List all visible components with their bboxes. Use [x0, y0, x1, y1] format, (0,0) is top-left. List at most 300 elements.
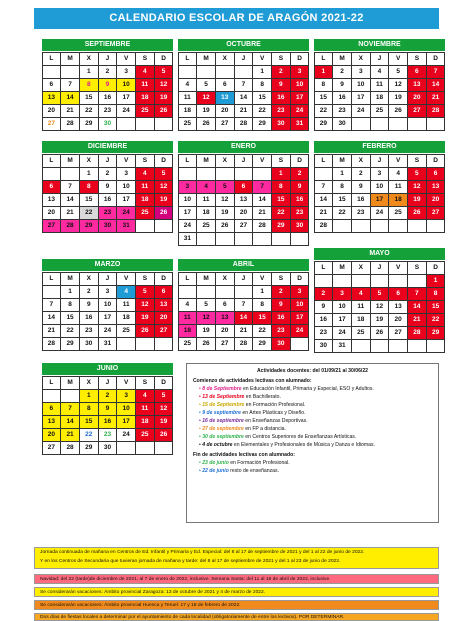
day-cell: 1: [252, 65, 272, 79]
day-cell: 31: [116, 219, 136, 233]
weekday-header: V: [388, 154, 408, 168]
day-cell: 7: [252, 180, 272, 194]
empty-cell: [116, 337, 136, 351]
day-cell: 11: [135, 78, 155, 92]
month-febrero: [314, 141, 445, 232]
empty-cell: [234, 232, 254, 246]
day-cell: 19: [215, 206, 235, 220]
day-cell: 8: [79, 78, 99, 92]
day-cell: 2: [314, 287, 334, 301]
info-date: 30 de septiembre: [202, 434, 244, 440]
day-cell: 9: [351, 180, 371, 194]
day-cell: 29: [60, 337, 80, 351]
day-cell: 26: [215, 219, 235, 233]
day-cell: 17: [370, 193, 390, 207]
weekday-header: M: [60, 154, 80, 168]
day-cell: 15: [79, 193, 99, 207]
day-cell: 27: [215, 117, 235, 131]
day-cell: 2: [351, 167, 371, 181]
day-cell: 16: [271, 311, 291, 325]
day-cell: 28: [234, 117, 254, 131]
day-cell: 4: [135, 167, 155, 181]
weekday-header: J: [234, 154, 254, 168]
day-cell: 27: [42, 117, 62, 131]
month-grid: [42, 52, 173, 130]
day-cell: 29: [252, 337, 272, 351]
weekday-header: S: [271, 52, 291, 66]
day-cell: 2: [98, 389, 118, 403]
day-cell: 1: [79, 65, 99, 79]
day-cell: 8: [271, 180, 291, 194]
day-cell: 1: [60, 285, 80, 299]
day-cell: 15: [252, 311, 272, 325]
empty-cell: [60, 167, 80, 181]
empty-cell: [370, 274, 390, 288]
day-cell: 6: [426, 167, 446, 181]
day-cell: 18: [135, 415, 155, 429]
weekday-header: J: [98, 376, 118, 390]
day-cell: 6: [42, 78, 62, 92]
month-header: MARZO: [42, 259, 173, 271]
empty-cell: [388, 339, 408, 353]
empty-cell: [332, 274, 352, 288]
day-cell: 15: [60, 311, 80, 325]
empty-cell: [42, 285, 62, 299]
info-text: en Elementales y Profesionales de Música y Danza e Idiomas.: [232, 442, 375, 448]
empty-cell: [135, 337, 155, 351]
info-date: 27 de septiembre: [202, 426, 244, 432]
weekday-header: L: [314, 52, 334, 66]
day-cell: 16: [98, 91, 118, 105]
day-cell: 24: [116, 206, 136, 220]
empty-cell: [178, 65, 198, 79]
info-item: [193, 401, 432, 409]
empty-cell: [290, 232, 310, 246]
fiestas-locales-note: Dos días de fiestas locales a determinar por el ayuntamiento de cada localidad (obligatoriamente de entre los lectivos). POR DETERMINAR.: [34, 613, 439, 621]
month-grid: [42, 376, 173, 454]
day-cell: 7: [60, 78, 80, 92]
day-cell: 27: [42, 441, 62, 455]
day-cell: 6: [388, 287, 408, 301]
day-cell: 29: [271, 219, 291, 233]
day-cell: 22: [252, 104, 272, 118]
day-cell: 22: [314, 104, 334, 118]
day-cell: 12: [215, 193, 235, 207]
day-cell: 16: [332, 91, 352, 105]
day-cell: 20: [388, 313, 408, 327]
weekday-header: M: [196, 52, 216, 66]
weekday-header: J: [370, 52, 390, 66]
day-cell: 18: [178, 104, 198, 118]
weekday-header: L: [178, 154, 198, 168]
empty-cell: [351, 339, 371, 353]
empty-cell: [116, 117, 136, 131]
day-cell: 23: [98, 206, 118, 220]
weekday-header: X: [351, 52, 371, 66]
day-cell: 22: [60, 324, 80, 338]
weekday-header: X: [215, 154, 235, 168]
weekday-header: M: [332, 52, 352, 66]
day-cell: 22: [332, 206, 352, 220]
day-cell: 3: [116, 389, 136, 403]
day-cell: 20: [407, 91, 427, 105]
day-cell: 25: [388, 206, 408, 220]
month-header: OCTUBRE: [178, 39, 309, 51]
bullet-icon: •: [199, 394, 203, 400]
day-cell: 24: [332, 326, 352, 340]
day-cell: 10: [351, 78, 371, 92]
navidad-note: Navidad: del 22 (tarde)de diciembre de 2021, al 7 de enero de 2022, inclusive. Semana Santa: del 11 al 18 de abril de 2022, inclusive.: [34, 574, 439, 584]
day-cell: 3: [370, 167, 390, 181]
empty-cell: [215, 65, 235, 79]
weekday-header: M: [196, 272, 216, 286]
day-cell: 10: [290, 298, 310, 312]
weekday-header: D: [154, 376, 174, 390]
month-junio: [42, 363, 173, 454]
day-cell: 19: [407, 193, 427, 207]
day-cell: 21: [42, 324, 62, 338]
day-cell: 14: [314, 193, 334, 207]
day-cell: 7: [234, 298, 254, 312]
day-cell: 28: [314, 219, 334, 233]
weekday-header: S: [135, 272, 155, 286]
day-cell: 2: [271, 285, 291, 299]
day-cell: 28: [42, 337, 62, 351]
info-text: en Centros Superiores de Enseñanzas Artísticas.: [243, 434, 357, 440]
day-cell: 19: [135, 311, 155, 325]
day-cell: 8: [314, 78, 334, 92]
day-cell: 26: [135, 324, 155, 338]
day-cell: 28: [60, 441, 80, 455]
day-cell: 8: [252, 298, 272, 312]
weekday-header: J: [98, 154, 118, 168]
empty-cell: [154, 219, 174, 233]
weekday-header: V: [116, 376, 136, 390]
weekday-header: M: [196, 154, 216, 168]
day-cell: 27: [426, 206, 446, 220]
day-cell: 18: [116, 311, 136, 325]
day-cell: 27: [234, 219, 254, 233]
day-cell: 24: [290, 324, 310, 338]
day-cell: 16: [351, 193, 371, 207]
day-cell: 2: [98, 65, 118, 79]
empty-cell: [407, 219, 427, 233]
bullet-icon: •: [199, 460, 203, 466]
day-cell: 18: [370, 91, 390, 105]
day-cell: 22: [426, 313, 446, 327]
empty-cell: [370, 339, 390, 353]
day-cell: 8: [332, 180, 352, 194]
day-cell: 11: [116, 298, 136, 312]
day-cell: 4: [116, 285, 136, 299]
day-cell: 18: [135, 193, 155, 207]
day-cell: 22: [252, 324, 272, 338]
start-heading: Comienzo de actividades lectivas con alumnado:: [193, 378, 312, 384]
day-cell: 30: [79, 337, 99, 351]
day-cell: 21: [407, 313, 427, 327]
day-cell: 26: [196, 117, 216, 131]
day-cell: 26: [407, 206, 427, 220]
day-cell: 8: [79, 402, 99, 416]
day-cell: 14: [252, 193, 272, 207]
weekday-header: S: [407, 154, 427, 168]
day-cell: 7: [234, 78, 254, 92]
month-enero: [178, 141, 309, 245]
weekday-header: S: [135, 154, 155, 168]
day-cell: 6: [407, 65, 427, 79]
weekday-header: M: [332, 154, 352, 168]
day-cell: 31: [290, 117, 310, 131]
day-cell: 7: [314, 180, 334, 194]
weekday-header: L: [42, 52, 62, 66]
day-cell: 30: [271, 117, 291, 131]
day-cell: 8: [426, 287, 446, 301]
day-cell: 28: [407, 326, 427, 340]
bullet-icon: •: [199, 418, 203, 424]
day-cell: 15: [252, 91, 272, 105]
day-cell: 30: [98, 117, 118, 131]
day-cell: 11: [178, 311, 198, 325]
info-item: [193, 441, 432, 449]
info-text: en FP a distancia.: [243, 426, 286, 432]
info-date: 22 de junio: [202, 468, 229, 474]
day-cell: 5: [196, 78, 216, 92]
day-cell: 27: [388, 326, 408, 340]
day-cell: 13: [407, 78, 427, 92]
day-cell: 28: [60, 117, 80, 131]
weekday-header: D: [426, 154, 446, 168]
weekday-header: D: [426, 52, 446, 66]
day-cell: 15: [79, 415, 99, 429]
day-cell: 6: [154, 285, 174, 299]
day-cell: 8: [60, 298, 80, 312]
day-cell: 19: [154, 415, 174, 429]
day-cell: 30: [314, 339, 334, 353]
weekday-header: D: [290, 154, 310, 168]
day-cell: 23: [98, 104, 118, 118]
weekday-header: L: [178, 272, 198, 286]
month-grid: [42, 272, 173, 350]
day-cell: 14: [60, 91, 80, 105]
day-cell: 6: [215, 78, 235, 92]
info-item: [193, 385, 432, 393]
empty-cell: [388, 117, 408, 131]
day-cell: 6: [234, 180, 254, 194]
day-cell: 23: [290, 206, 310, 220]
day-cell: 19: [196, 104, 216, 118]
day-cell: 20: [42, 104, 62, 118]
info-item: [193, 459, 432, 467]
empty-cell: [196, 232, 216, 246]
day-cell: 11: [388, 180, 408, 194]
day-cell: 14: [407, 300, 427, 314]
empty-cell: [234, 167, 254, 181]
month-header: ABRIL: [178, 259, 309, 271]
day-cell: 12: [388, 78, 408, 92]
info-text: resto de enseñanzas.: [228, 468, 279, 474]
day-cell: 11: [135, 180, 155, 194]
day-cell: 17: [332, 313, 352, 327]
info-item: [193, 467, 432, 475]
day-cell: 26: [154, 206, 174, 220]
weekday-header: D: [290, 272, 310, 286]
bullet-icon: •: [199, 468, 203, 474]
day-cell: 5: [370, 287, 390, 301]
day-cell: 14: [42, 311, 62, 325]
day-cell: 9: [332, 78, 352, 92]
month-septiembre: [42, 39, 173, 130]
empty-cell: [252, 167, 272, 181]
day-cell: 7: [60, 180, 80, 194]
day-cell: 25: [370, 104, 390, 118]
day-cell: 30: [98, 441, 118, 455]
weekday-header: L: [178, 52, 198, 66]
day-cell: 5: [135, 285, 155, 299]
weekday-header: L: [42, 154, 62, 168]
empty-cell: [215, 285, 235, 299]
day-cell: 23: [271, 104, 291, 118]
empty-cell: [154, 337, 174, 351]
day-cell: 1: [314, 65, 334, 79]
day-cell: 4: [135, 389, 155, 403]
bullet-icon: •: [199, 442, 203, 448]
weekday-header: D: [426, 261, 446, 275]
weekday-header: S: [135, 376, 155, 390]
day-cell: 3: [178, 180, 198, 194]
month-header: NOVIEMBRE: [314, 39, 445, 51]
day-cell: 17: [290, 91, 310, 105]
day-cell: 10: [98, 298, 118, 312]
info-item: [193, 425, 432, 433]
day-cell: 12: [154, 180, 174, 194]
day-cell: 20: [215, 104, 235, 118]
info-text: en Formación Profesional.: [244, 402, 306, 408]
day-cell: 28: [60, 219, 80, 233]
info-text: en Educación Infantil, Primaria y Especial, ESO y Adultos.: [241, 386, 374, 392]
weekday-header: V: [116, 272, 136, 286]
month-grid: [178, 52, 309, 130]
weekday-header: J: [370, 261, 390, 275]
day-cell: 26: [196, 337, 216, 351]
day-cell: 17: [290, 311, 310, 325]
day-cell: 14: [426, 78, 446, 92]
info-date: 4 de octubre: [202, 442, 233, 448]
day-cell: 21: [60, 104, 80, 118]
day-cell: 16: [98, 415, 118, 429]
day-cell: 2: [290, 167, 310, 181]
weekday-header: L: [42, 272, 62, 286]
month-header: SEPTIEMBRE: [42, 39, 173, 51]
day-cell: 4: [370, 65, 390, 79]
day-cell: 10: [116, 402, 136, 416]
day-cell: 12: [154, 402, 174, 416]
jornada-line-1: Jornada continuada de mañana en Centros de Ed. Infantil y Primaria y Ed. Especial: del 8 al 17 de septiembre de 2021 y del 1 al 22 de junio de 2022.: [40, 550, 365, 555]
empty-cell: [154, 441, 174, 455]
day-cell: 29: [79, 441, 99, 455]
info-date: 16 de septiembre: [202, 418, 244, 424]
day-cell: 20: [234, 206, 254, 220]
weekday-header: M: [332, 261, 352, 275]
day-cell: 9: [98, 402, 118, 416]
day-cell: 24: [116, 104, 136, 118]
day-cell: 10: [116, 180, 136, 194]
day-cell: 23: [351, 206, 371, 220]
day-cell: 13: [426, 180, 446, 194]
day-cell: 6: [42, 402, 62, 416]
empty-cell: [290, 337, 310, 351]
empty-cell: [351, 219, 371, 233]
month-abril: [178, 259, 309, 350]
day-cell: 7: [407, 287, 427, 301]
day-cell: 13: [42, 91, 62, 105]
empty-cell: [314, 167, 334, 181]
day-cell: 15: [426, 300, 446, 314]
weekday-header: X: [215, 272, 235, 286]
weekday-header: M: [60, 272, 80, 286]
day-cell: 9: [79, 298, 99, 312]
month-header: MAYO: [314, 248, 445, 260]
day-cell: 29: [252, 117, 272, 131]
day-cell: 25: [135, 428, 155, 442]
weekday-header: J: [234, 52, 254, 66]
day-cell: 23: [98, 428, 118, 442]
day-cell: 3: [332, 287, 352, 301]
day-cell: 1: [332, 167, 352, 181]
info-item: [193, 433, 432, 441]
info-date: 8 de Septiembre: [202, 386, 242, 392]
weekday-header: D: [154, 52, 174, 66]
weekday-header: D: [290, 52, 310, 66]
info-item: [193, 417, 432, 425]
day-cell: 31: [178, 232, 198, 246]
empty-cell: [42, 389, 62, 403]
day-cell: 13: [215, 91, 235, 105]
day-cell: 1: [79, 389, 99, 403]
empty-cell: [178, 167, 198, 181]
day-cell: 3: [290, 285, 310, 299]
day-cell: 30: [332, 117, 352, 131]
day-cell: 25: [135, 104, 155, 118]
info-text: en Bachillerato.: [244, 394, 281, 400]
info-box: [186, 363, 439, 523]
empty-cell: [351, 117, 371, 131]
weekday-header: S: [407, 261, 427, 275]
day-cell: 30: [271, 337, 291, 351]
day-cell: 7: [60, 402, 80, 416]
bullet-icon: •: [199, 434, 203, 440]
day-cell: 4: [135, 65, 155, 79]
day-cell: 5: [154, 65, 174, 79]
day-cell: 24: [290, 104, 310, 118]
weekday-header: J: [234, 272, 254, 286]
empty-cell: [370, 219, 390, 233]
day-cell: 12: [407, 180, 427, 194]
day-cell: 5: [154, 167, 174, 181]
weekday-header: L: [314, 261, 334, 275]
day-cell: 29: [79, 117, 99, 131]
day-cell: 22: [79, 104, 99, 118]
bullet-icon: •: [199, 386, 203, 392]
weekday-header: X: [79, 154, 99, 168]
empty-cell: [60, 65, 80, 79]
weekday-header: J: [370, 154, 390, 168]
day-cell: 18: [135, 91, 155, 105]
day-cell: 21: [314, 206, 334, 220]
month-marzo: [42, 259, 173, 350]
day-cell: 3: [351, 65, 371, 79]
day-cell: 10: [332, 300, 352, 314]
day-cell: 17: [116, 193, 136, 207]
